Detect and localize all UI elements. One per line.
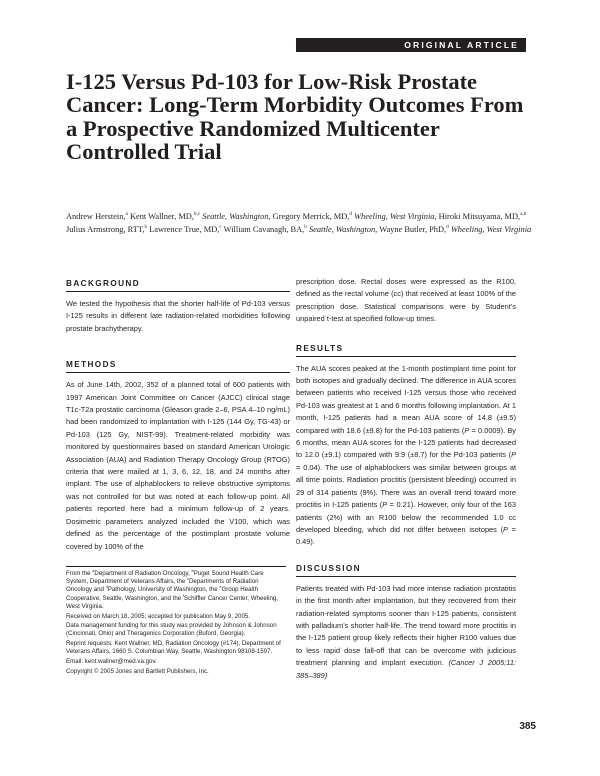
results-text [296,363,516,549]
affiliation-mark: b [144,224,148,231]
p-value-symbol: P [503,524,508,534]
methods-text-continued: prescription dose. Rectal doses were expressed as the R100, defined as the rectal volume (cc) that received at least 100% of the prescription dose. Statistical comparisons were by Student’s unpaired t-test at specified follow-up times. [296,277,516,324]
footnote-text: Department of Radiation Oncology, [94,570,192,577]
contact-email: Email: kent.wallner@med.va.gov. [66,658,157,666]
methods-section [66,359,290,553]
results-section [296,343,516,549]
footnote-text: Puget Sound Health Care System, Department of Veterans Affairs, the [66,570,264,586]
author-name: Hiroki Mitsuyama, MD, [436,212,521,221]
affiliation-mark: c [187,577,189,582]
p-value-symbol: P [382,500,388,510]
discussion-text-body: Patients treated with Pd-103 had more intense radiation prostatitis in the first month after implantation, but they recovered from their radiation-related symptoms sooner than I-125 patients, consistent with palladium’s shorter half-life. The trend toward more proctitis in the I-125 patient group likely reflects their higher R100 values due to less rapid dose fall-off that can be overcome with judicious treatment planning and implant execution. [296,583,516,668]
affiliation-mark: a [92,568,95,573]
author-list [66,210,536,236]
article-title: I-125 Versus Pd-103 for Low-Risk Prostate Cancer: Long-Term Morbidity Outcomes From a Prospective Randomized Multicenter Controlled Trial [66,69,524,164]
footnote-text: Pathology, University of Washington, the [107,586,220,594]
affiliation-mark: b [191,568,194,573]
author-name: Julius Armstrong, RTT, [66,225,145,235]
background-section [66,278,290,335]
affiliation-mark: f [182,593,184,598]
received-date: Received on March 18, 2005; accepted for publication May 9, 2005. [66,612,250,620]
footnote-text: Schiffler Cancer Center, Wheeling, West Virginia. [66,594,279,610]
author-location: Seattle, [306,225,334,235]
author-name: Wayne Butler, PhD, [377,225,447,235]
left-column [66,278,290,553]
footnote-text: Departments of Radiation Oncology and [66,578,259,594]
journal-citation: (Cancer J 2005;11: 385–389) [296,658,517,680]
author-location: Seattle, Washington, [200,212,271,221]
discussion-section [296,563,516,682]
author-location: Wheeling, West Virginia, [351,212,437,221]
affiliation-mark: c [219,224,222,231]
p-value-symbol: P [511,450,516,460]
affiliation-mark: d [105,585,108,590]
author-location: Wheeling, West Virginia [448,225,532,235]
author-name: Kent Wallner, MD, [127,212,194,221]
footnote-text: Group Health Cooperative, Seattle, Washington, and the [66,586,259,602]
copyright-notice: Copyright © 2005 Jones and Bartlett Publishers, Inc. [66,667,209,675]
background-heading: BACKGROUND [66,278,290,292]
affiliations [66,570,286,611]
discussion-heading: DISCUSSION [296,563,516,577]
affiliation-mark: e [219,585,222,590]
affiliation-mark: a,b [520,211,527,218]
page-number: 385 [519,721,536,732]
right-column [296,276,516,682]
affiliation-mark: d [349,211,352,218]
affiliation-mark: d [446,224,449,231]
p-value-symbol: P [464,425,470,435]
results-text-part: The AUA scores peaked at the 1-month postimplant time point for both isotopes and gradually declined. The difference in AUA scores between patients who received I-125 versus those who received Pd-103 was greatest at 1 and 6 months following implantation. At 1 month, I-125 patients had a mean AUA score of 14.8 (±9.5) compared with 18.6 (±9.8) for the Pd-103 patients ( [296,363,516,435]
article-type-banner: ORIGINAL ARTICLE [296,38,526,52]
results-text-part: = 0.49). [296,524,516,547]
author-location: Washington, [333,225,378,235]
results-heading: RESULTS [296,343,516,357]
affiliation-mark: b [304,224,307,231]
results-text-part: = 0.21). However, only four of the 163 patients (2%) with an R100 below the recommended 1.0 cc developed bleeding, which did not differ between isotopes ( [296,500,516,534]
author-name: Lawrence True, MD, [147,225,220,235]
methods-text: As of June 14th, 2002, 352 of a planned total of 600 patients with 1997 American Joint Committee on Cancer (AJCC) clinical stage T1c-T2a prostatic carcinoma (Gleason grade 2–6, PSA 4–10 ng/mL) had been randomized to implantation with I-125 (144 Gy, TG-43) or Pd-103 (125 Gy, NIST-99). Treatment-related morbidity was monitored by questionnaires based on standard American Urologic Association (AUA) and Radiation Therapy Oncology Group (RTOG) criteria that were mailed at 1, 3, 6, 12, 18, and 24 months after implant. The use of alphablockers to relieve obstructive symptoms was not controlled for but was noted at each follow-up point. All patients reported here had a minimum follow-up of 2 years. Dosimetric parameters analyzed included the V100, which was defined as the percentage of the postimplant prostate volume covered by 100% of the [66,380,290,551]
author-name: Andrew Herstein, [66,212,126,221]
discussion-text [296,583,516,682]
affiliation-mark: a [125,211,128,218]
reprint-requests: Reprint requests: Kent Wallner, MD, Radiation Oncology (#174), Department of Veterans Affairs, 1660 S. Columbian Way, Seattle, Washington 98108-1597. [66,640,281,656]
background-text: We tested the hypothesis that the shorter half-life of Pd-103 versus I-125 results in different late radiation-related morbidities following prostate brachytherapy. [66,299,290,333]
author-name: Gregory Merrick, MD, [270,212,350,221]
funding-note: Data management funding for this study was provided by Johnson & Johnson (Cincinnati, Ohio) and Theragenics Corporation (Buford, Georgia). [66,622,277,638]
affiliation-mark: b,c [193,211,201,218]
methods-heading: METHODS [66,359,290,373]
author-name: William Cavanagh, BA, [221,225,305,235]
results-text-part: = 0.0009). By 6 months, mean AUA scores for the I-125 patients had decreased to 12.0 (±9.1) compared with 9.9 (±8.7) for the Pd-103 patients ( [296,425,516,460]
footnote-text: From the [66,570,93,577]
affiliation-footnote [66,566,286,677]
results-text-part: = 0.04). The use of alphablockers was similar between groups at all time points. Radiation proctitis (persistent bleeding) occurred in 29 of 314 patients (9%). There was an overall trend toward more proctitis in I-125 patients ( [296,462,516,510]
